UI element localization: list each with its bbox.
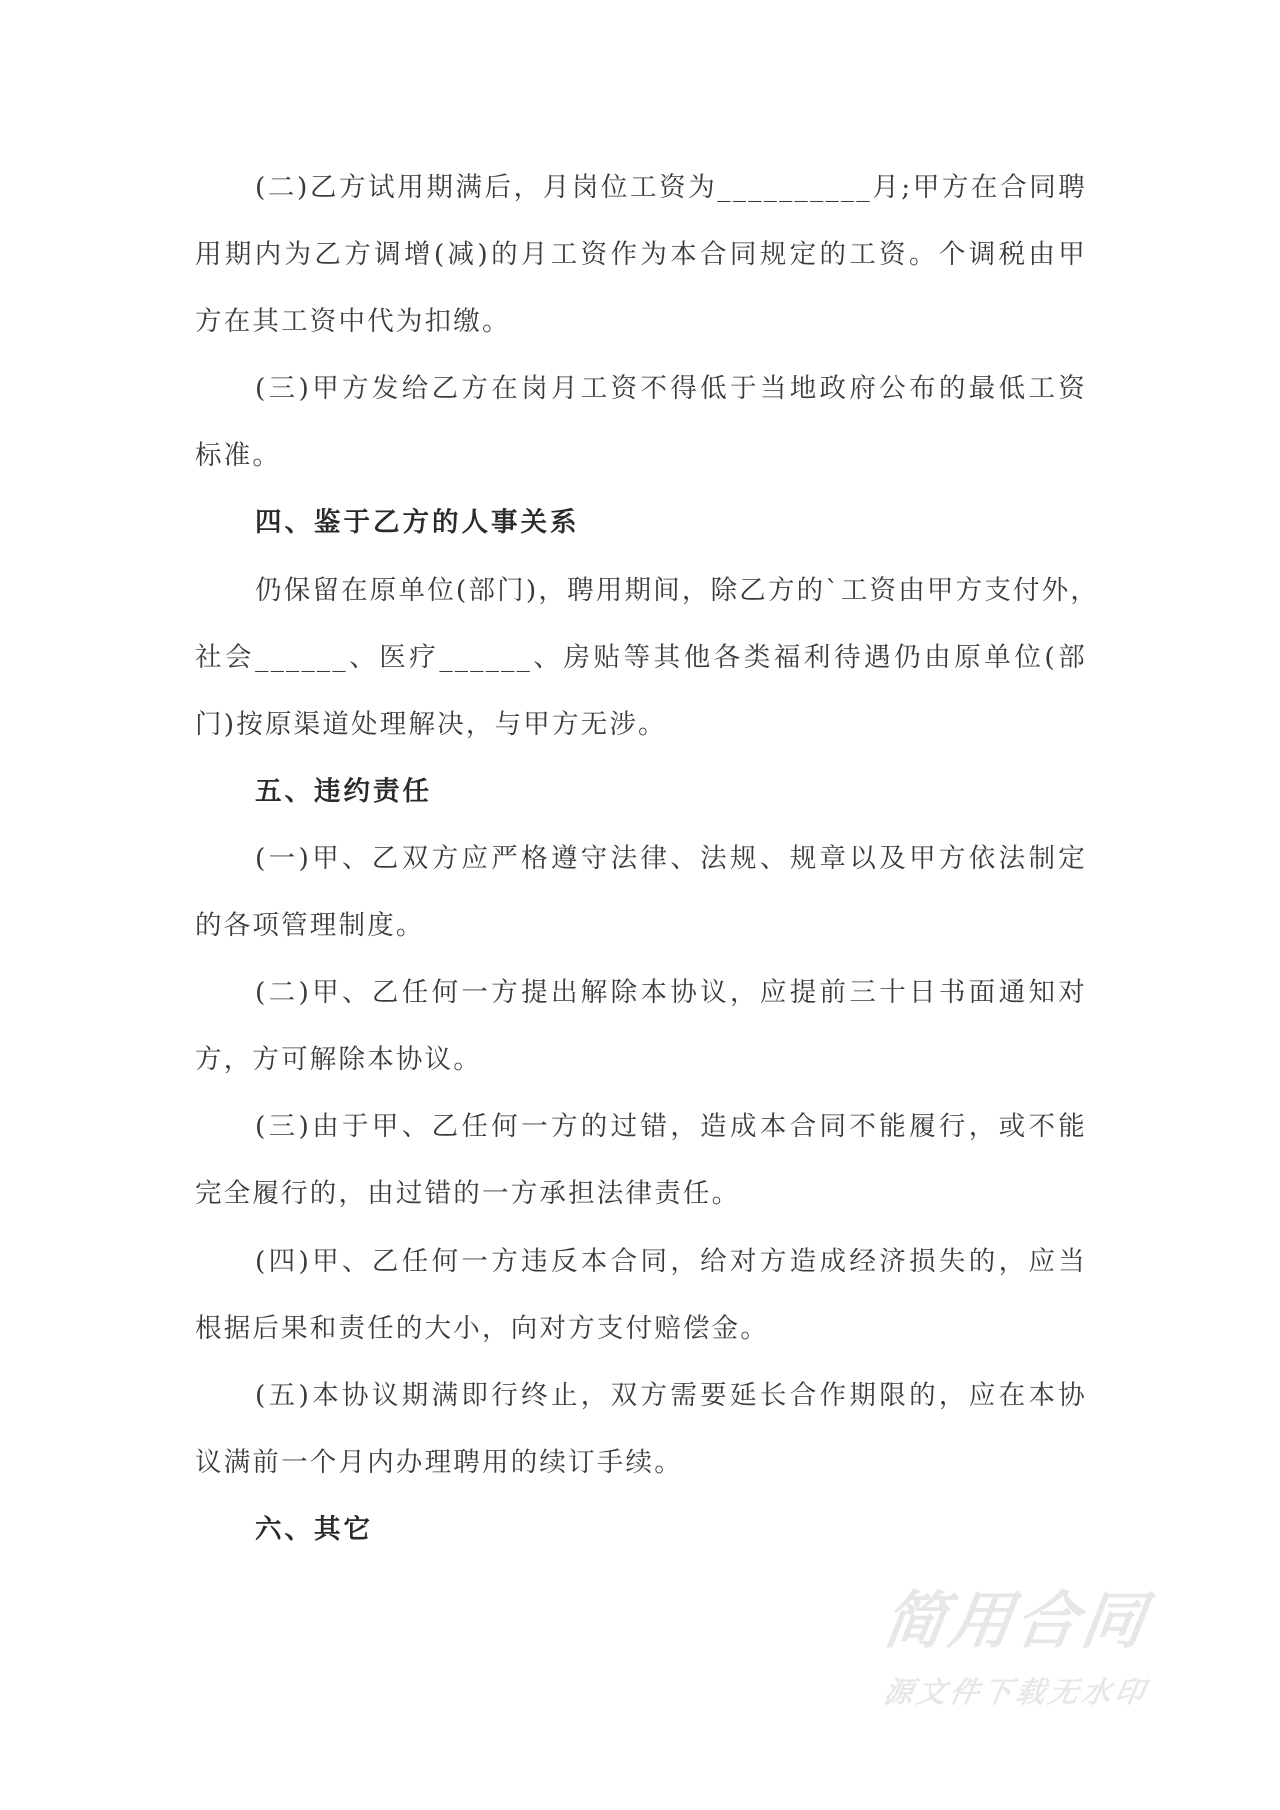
- section-4-line-2: 社会______、医疗______、房贴等其他各类福利待遇仍由原单位(部: [195, 641, 1087, 673]
- clause-5-5-line-1: (五)本协议期满即行终止，双方需要延长合作期限的，应在本协: [255, 1379, 1087, 1411]
- clause-2-2-line-2: 用期内为乙方调增(减)的月工资作为本合同规定的工资。个调税由甲: [195, 239, 1087, 271]
- clause-2-2-line-1: (二)乙方试用期满后，月岗位工资为__________月;甲方在合同聘: [255, 172, 1087, 203]
- clause-5-2-line-2: 方，方可解除本协议。: [195, 1044, 482, 1076]
- clause-5-4-line-2: 根据后果和责任的大小，向对方支付赔偿金。: [195, 1312, 769, 1344]
- watermark: [878, 1584, 1184, 1712]
- watermark-subtitle: 源文件下载无水印: [881, 1675, 1152, 1709]
- clause-2-3-line-1: (三)甲方发给乙方在岗月工资不得低于当地政府公布的最低工资: [255, 373, 1087, 405]
- clause-5-3-line-2: 完全履行的，由过错的一方承担法律责任。: [195, 1178, 741, 1210]
- clause-5-5-line-2: 议满前一个月内办理聘用的续订手续。: [195, 1446, 683, 1478]
- section-heading-5: 五、违约责任: [255, 775, 432, 807]
- section-4-line-3: 门)按原渠道处理解决，与甲方无涉。: [195, 708, 667, 740]
- clause-5-1-line-1: (一)甲、乙双方应严格遵守法律、法规、规章以及甲方依法制定: [255, 842, 1087, 874]
- clause-5-4-line-1: (四)甲、乙任何一方违反本合同，给对方造成经济损失的，应当: [255, 1245, 1087, 1277]
- clause-5-3-line-1: (三)由于甲、乙任何一方的过错，造成本合同不能履行，或不能: [255, 1111, 1087, 1143]
- clause-5-1-line-2: 的各项管理制度。: [195, 910, 425, 942]
- clause-2-2-line-3: 方在其工资中代为扣缴。: [195, 306, 511, 338]
- clause-2-3-line-2: 标准。: [195, 440, 282, 472]
- clause-5-2-line-1: (二)甲、乙任何一方提出解除本协议，应提前三十日书面通知对: [255, 977, 1087, 1009]
- document-body: [195, 154, 1100, 1563]
- watermark-title: 简用合同: [878, 1584, 1154, 1657]
- section-heading-4: 四、鉴于乙方的人事关系: [255, 507, 580, 539]
- section-heading-6: 六、其它: [255, 1513, 373, 1545]
- section-4-line-1: 仍保留在原单位(部门)，聘用期间，除乙方的`工资由甲方支付外，: [255, 574, 1100, 606]
